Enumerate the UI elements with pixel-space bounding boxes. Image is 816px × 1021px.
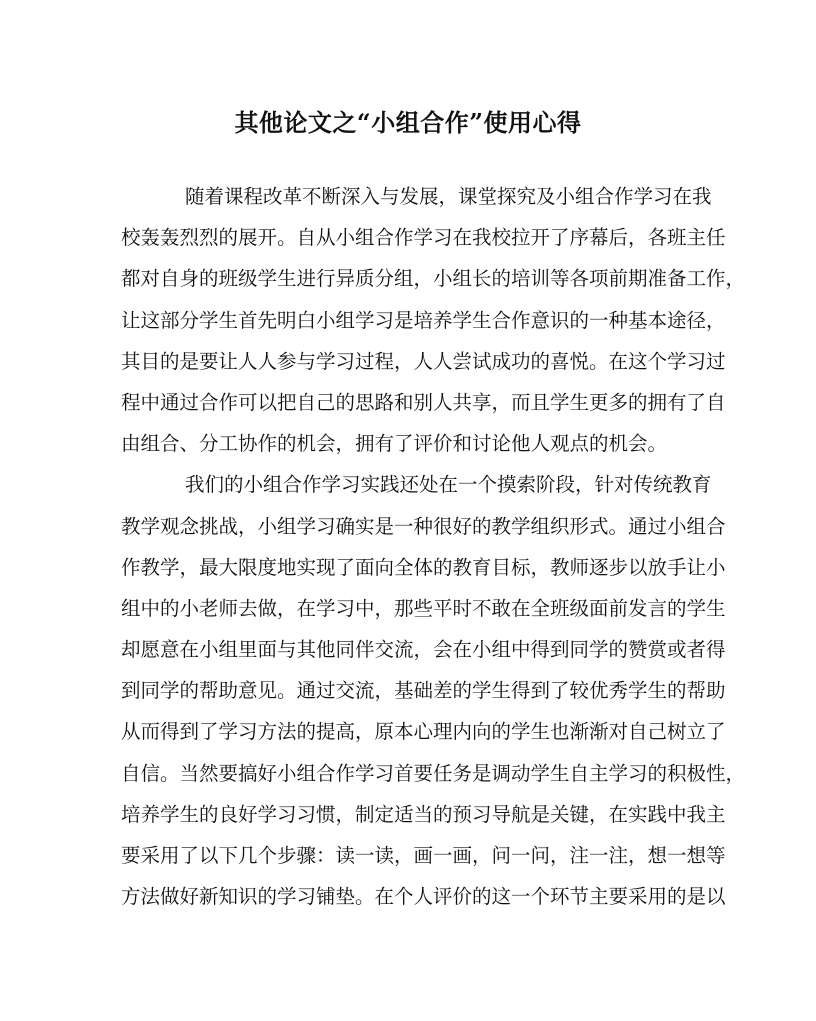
document-body — [121, 176, 746, 917]
document-title: 其他论文之“小组合作”使用心得 — [234, 108, 582, 137]
paragraph-1-line: 其目的是要让人人参与学习过程，人人尝试成功的喜悦。在这个学习过 — [121, 349, 726, 373]
paragraph-1-line: 随着课程改革不断深入与发展，课堂探究及小组合作学习在我 — [185, 185, 712, 208]
paragraph-1-line: 让这部分学生首先明白小组学习是培养学生合作意识的一种基本途径， — [121, 308, 726, 332]
paragraph-2-line: 我们的小组合作学习实践还处在一个摸索阶段，针对传统教育 — [185, 473, 712, 497]
paragraph-1-line: 程中通过合作可以把自己的思路和别人共享，而且学生更多的拥有了自 — [121, 390, 726, 414]
paragraph-2-line: 自信。当然要搞好小组合作学习首要任务是调动学生自主学习的积极性， — [121, 761, 746, 785]
paragraph-2-line: 却愿意在小组里面与其他同伴交流，会在小组中得到同学的赞赏或者得 — [121, 638, 726, 662]
paragraph-2-line: 方法做好新知识的学习铺垫。在个人评价的这一个环节主要采用的是以 — [121, 885, 726, 909]
paragraph-2-line: 作教学，最大限度地实现了面向全体的教育目标，教师逐步以放手让小 — [121, 555, 726, 579]
paragraph-1-line: 由组合、分工协作的机会，拥有了评价和讨论他人观点的机会。 — [121, 432, 668, 456]
paragraph-2-line: 培养学生的良好学习习惯，制定适当的预习导航是关键，在实践中我主 — [121, 802, 726, 826]
paragraph-2-line: 组中的小老师去做，在学习中，那些平时不敢在全班级面前发言的学生 — [121, 596, 726, 620]
paragraph-2-line: 到同学的帮助意见。通过交流，基础差的学生得到了较优秀学生的帮助 — [121, 679, 726, 703]
paragraph-1-line: 都对自身的班级学生进行异质分组，小组长的培训等各项前期准备工作， — [121, 267, 746, 291]
paragraph-2-line: 要采用了以下几个步骤：读一读，画一画，问一问，注一注，想一想等 — [121, 844, 726, 867]
paragraph-1-line: 校轰轰烈烈的展开。自从小组合作学习在我校拉开了序幕后，各班主任 — [121, 226, 726, 250]
paragraph-2-line: 教学观念挑战，小组学习确实是一种很好的教学组织形式。通过小组合 — [121, 514, 726, 538]
paragraph-2-line: 从而得到了学习方法的提高，原本心理内向的学生也渐渐对自己树立了 — [121, 720, 726, 744]
